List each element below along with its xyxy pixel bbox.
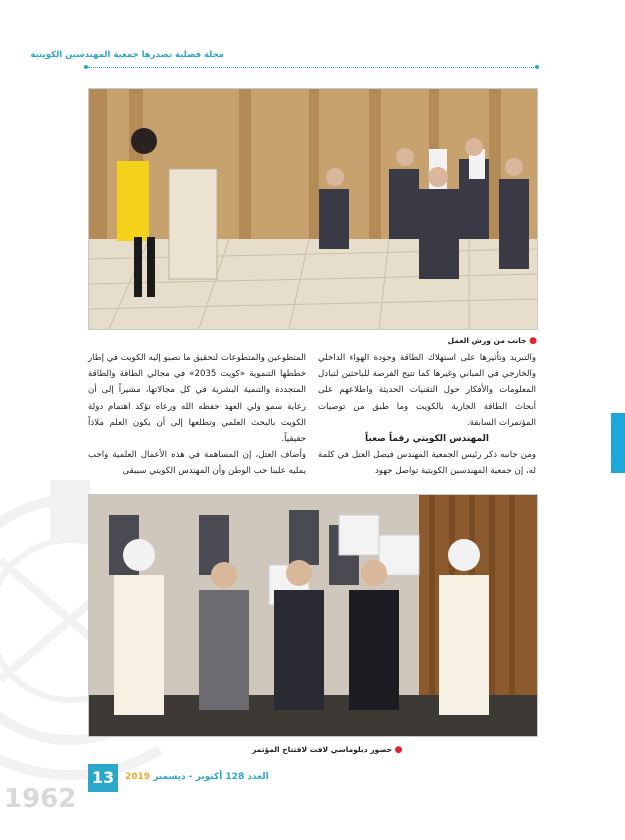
article-right-column [318,350,536,480]
left-paragraph-1: المتطوعين والمتطوعات لتحقيق ما تصبو إليه الكويت في إطار خططها التنموية «كويت 2035» في مجالي الطاقة والطاقة المتجددة والتنمية البشرية في كل مجالاتها، مشيراً إلى أن رعاية سمو ولي العهد حفظه الله ورعاه تؤكد اهتمام دولة الكويت بالبحث العلمي وتطلعها إلى أن يكون العلم ملاذاً حقيقياً. [88,353,307,445]
magazine-title: مجلة فصلية تصدرها جمعية المهندسين الكويتية [30,50,224,60]
issue-text: العدد 128 أكتوبر - ديسمبر [153,772,269,782]
bottom-caption-text: حضور دبلوماسي لافت لافتتاح المؤتمر [252,745,393,754]
watermark-year: 1962 [4,784,77,814]
header-divider [88,67,536,68]
top-photo-caption [448,336,537,346]
workshop-photo [88,88,538,330]
article-left-column [88,350,306,480]
section-tab-marker [611,413,625,473]
caption-bullet: ● [394,745,403,755]
left-paragraph-2: وأضاف العتل، إن المساهمة في هذه الأعمال العلمية واجب يمليه علينا حب الوطن وأن المهندس الكويتي سيبقى [88,450,306,477]
bottom-photo-caption [252,745,403,755]
issue-label [125,772,269,782]
conference-opening-photo [88,494,538,737]
right-paragraph-1: والتبريد وتأثيرها على استهلاك الطاقة وجودة الهواء الداخلي والخارجي في المباني وغيرها كما تتيح الفرصة للباحثين لتبادل المعلومات والأفكار حول التقنيات الحديثة واطلاعهم على أبحاث الطاقة الجارية بالكويت وما طبق من توصيات المؤتمرات السابقة. [318,353,536,428]
issue-year: 2019 [125,772,151,782]
right-paragraph-2: ومن جانبه ذكر رئيس الجمعية المهندس فيصل العتل في كلمة له، إن جمعية المهندسين الكويتية تواصل جهود [318,450,536,477]
caption-bullet: ● [529,336,537,346]
article-subheading: المهندس الكويتي رقماً صعباً [365,434,489,445]
header-dot-right [535,65,539,69]
page-number: 13 [88,764,118,792]
header-dot-left [84,65,88,69]
top-caption-text: جانب من ورش العمل [447,336,527,345]
